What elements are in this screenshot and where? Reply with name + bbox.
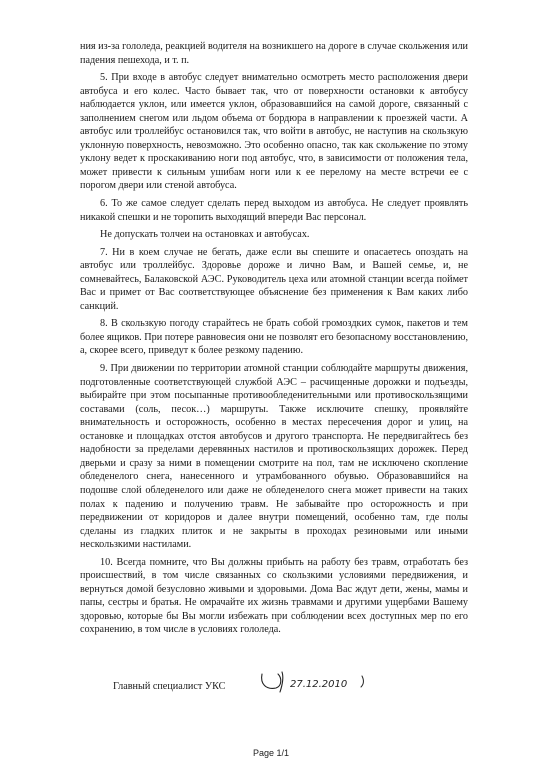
paragraph-item-7: 7. Ни в коем случае не бегать, даже если вы спешите и опасаетесь опоздать на автобус или троллейбус. Здоровье дороже и лично Вам, и Вашей семье, и, не сомневайтесь, Балаковской АЭС. Руководитель цеха или атомной станции всегда поймет Вас и примет от Вас соответствующее объяснение без применения к Вам каких либо санкций. [80,246,468,312]
paragraph-note: Не допускать толчеи на остановках и автобусах. [100,229,310,241]
paragraph-item-6: 6. То же самое следует сделать перед выходом из автобуса. Не следует проявлять никакой спешки и не торопить выходящий впереди Вас персонал. [80,198,468,223]
paragraph-item-5: 5. При входе в автобус следует внимательно осмотреть место расположения двери автобуса и его колес. Часто бывает так, что от поверхности остановки к автобусу наблюдается уклон, или имеется уклон, образовавшийся на самой дороге, связанный с заполнением снегом или льдом объема от бордюра в направлении к проезжей части. А автобус или троллейбус остановился так, что войти в автобус, не наступив на скользкую уклонную поверхность, невозможно. Это особенно опасно, так как скольжение по этому уклону ведет к проскакиванию ноги под автобус, что, в зависимости от положения тела, может привести к сильным ушибам ноги или к ее перелому на месте встречи ее с порогом двери или стеной автобуса. [80,72,468,192]
paragraph-item-8: 8. В скользкую погоду старайтесь не брать собой громоздких сумок, пакетов и тем более ящиков. При потере равновесия они не позволят его безопасному восстановлению, а, скорее всего, приведут к более резкому падению. [80,318,468,357]
signatory-title: Главный специалист УКС [113,681,226,692]
paragraph-continuation: ния из-за гололеда, реакцией водителя на возникшего на дороге в случае скольжения или падения пешехода, и т. п. [80,41,468,66]
paragraph-item-10: 10. Всегда помните, что Вы должны прибыть на работу без травм, отработать без происшествий, в том числе связанных со скользкими условиями передвижения, и вернуться домой безусловно живыми и здоровыми. Дома Вас ждут дети, жены, мамы и папы, сестры и братья. Не омрачайте их жизнь травмами и другими ущербами Вашему здоровью, которые бы Вы могли избежать при соблюдении всех доступных мер по его сохранению, в том числе в условиях гололеда. [80,556,468,636]
paragraph-item-9: 9. При движении по территории атомной станции соблюдайте маршруты движения, подготовленные соответствующей службой АЭС – расчищенные дорожки и подъезды, выбирайте при этом посыпанные противообледенительными или противоскользящими составами (соль, песок…) маршруты. Также исключите спешку, проявляйте внимательность и осторожность, особенно в местах пересечения дорог и улиц, на остановке и площадках отстоя автобусов и другого транспорта. Не передвигайтесь без надобности за пределами деревянных настилов и противоскользящих дорожек. Перед дверьми и сразу за ними в помещении смотрите на пол, там не исключено скопление обледенелого снега, нанесенного и утрамбованного обувью. Образовавшийся на подошве слой обледенелого или даже не обледенелого снега может привести на таких полах к падению и получению травм. Не забывайте про осторожность и при передвижении от коридоров и далее внутри помещений, особенно там, где полы сделаны из гладких плиток и не закрыты в проходах резиновыми или иными нескользкими настилами. [80,363,468,551]
document-body [80,40,468,637]
signature-date: 27.12.2010 [290,679,348,690]
handwritten-signature [258,668,378,696]
page-number: Page 1/1 [252,748,290,758]
